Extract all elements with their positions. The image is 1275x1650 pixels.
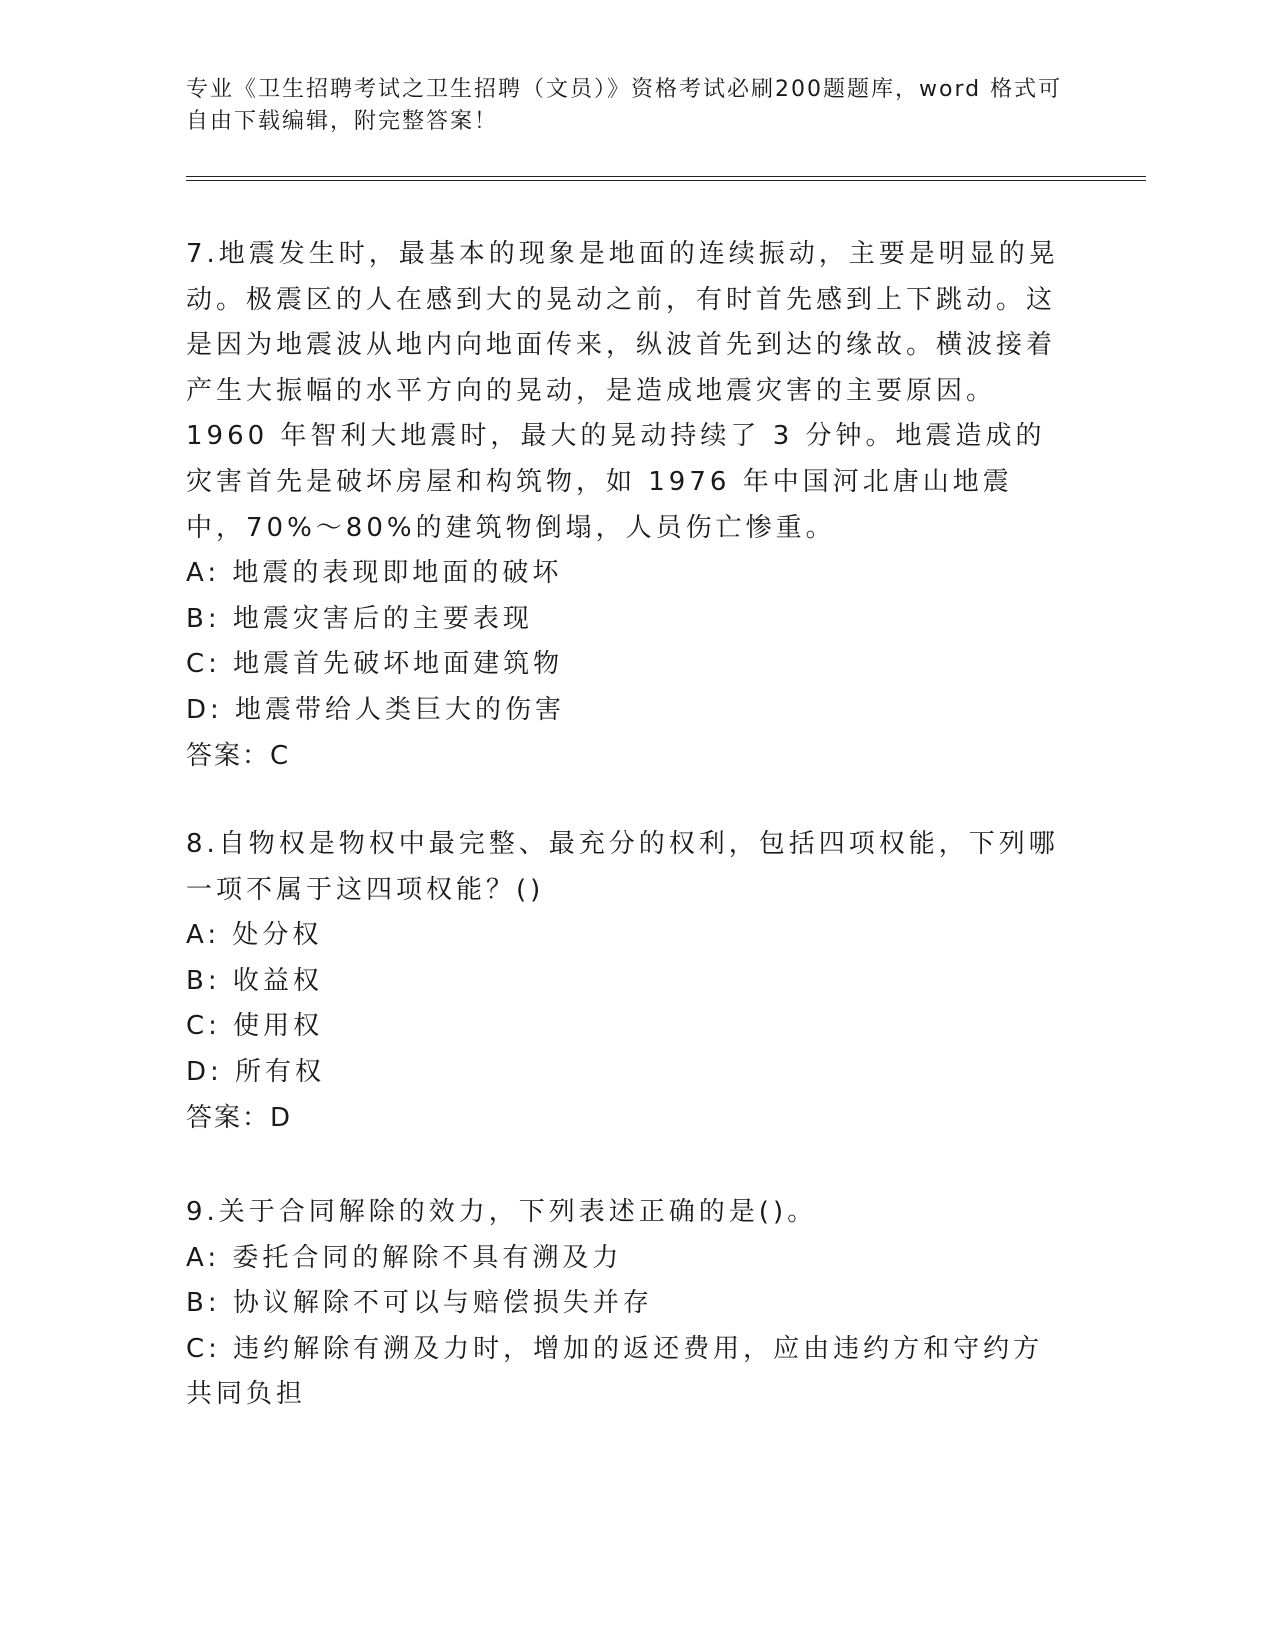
- option-a: A: 处分权: [186, 920, 323, 951]
- question-stem: 7.地震发生时，最基本的现象是地面的连续振动，主要是明显的晃动。极震区的人在感到大的晃动之前，有时首先感到上下跳动。这是因为地震波从地内向地面传来，纵波首先到达的缘故。横波接着产生大振幅的水平方向的晃动，是造成地震灾害的主要原因。1960 年智利大地震时，最大的晃动持续了 3 分钟。地震造成的灾害首先是破坏房屋和构筑物，如 1976 年中国河北唐山地震中，70%～80%的建筑物倒塌，人员伤亡惨重。: [186, 239, 1059, 543]
- option-c: C: 违约解除有溯及力时，增加的返还费用，应由违约方和守约方共同负担: [186, 1333, 1044, 1410]
- question-stem: 9.关于合同解除的效力，下列表述正确的是()。: [186, 1197, 818, 1227]
- question-7: [186, 232, 1066, 779]
- answer: 答案：D: [186, 1102, 293, 1133]
- option-b: B: 收益权: [186, 965, 323, 996]
- option-b: B: 协议解除不可以与赔偿损失并存: [186, 1288, 653, 1319]
- option-a: A: 委托合同的解除不具有溯及力: [186, 1242, 623, 1273]
- option-d: D: 所有权: [186, 1056, 326, 1087]
- option-c: C: 使用权: [186, 1011, 324, 1042]
- answer: 答案：C: [186, 740, 291, 771]
- document-header: 专业《卫生招聘考试之卫生招聘（文员）》资格考试必刷200题题库，word 格式可自由下载编辑，附完整答案！: [186, 77, 1063, 134]
- question-stem: 8.自物权是物权中最完整、最充分的权利，包括四项权能，下列哪一项不属于这四项权能？(): [186, 829, 1059, 905]
- question-8: [186, 822, 1066, 1141]
- header-divider: [186, 176, 1146, 181]
- option-c: C: 地震首先破坏地面建筑物: [186, 649, 564, 680]
- option-a: A: 地震的表现即地面的破坏: [186, 558, 563, 589]
- option-d: D: 地震带给人类巨大的伤害: [186, 694, 566, 725]
- option-b: B: 地震灾害后的主要表现: [186, 603, 533, 634]
- question-9: [186, 1190, 1066, 1418]
